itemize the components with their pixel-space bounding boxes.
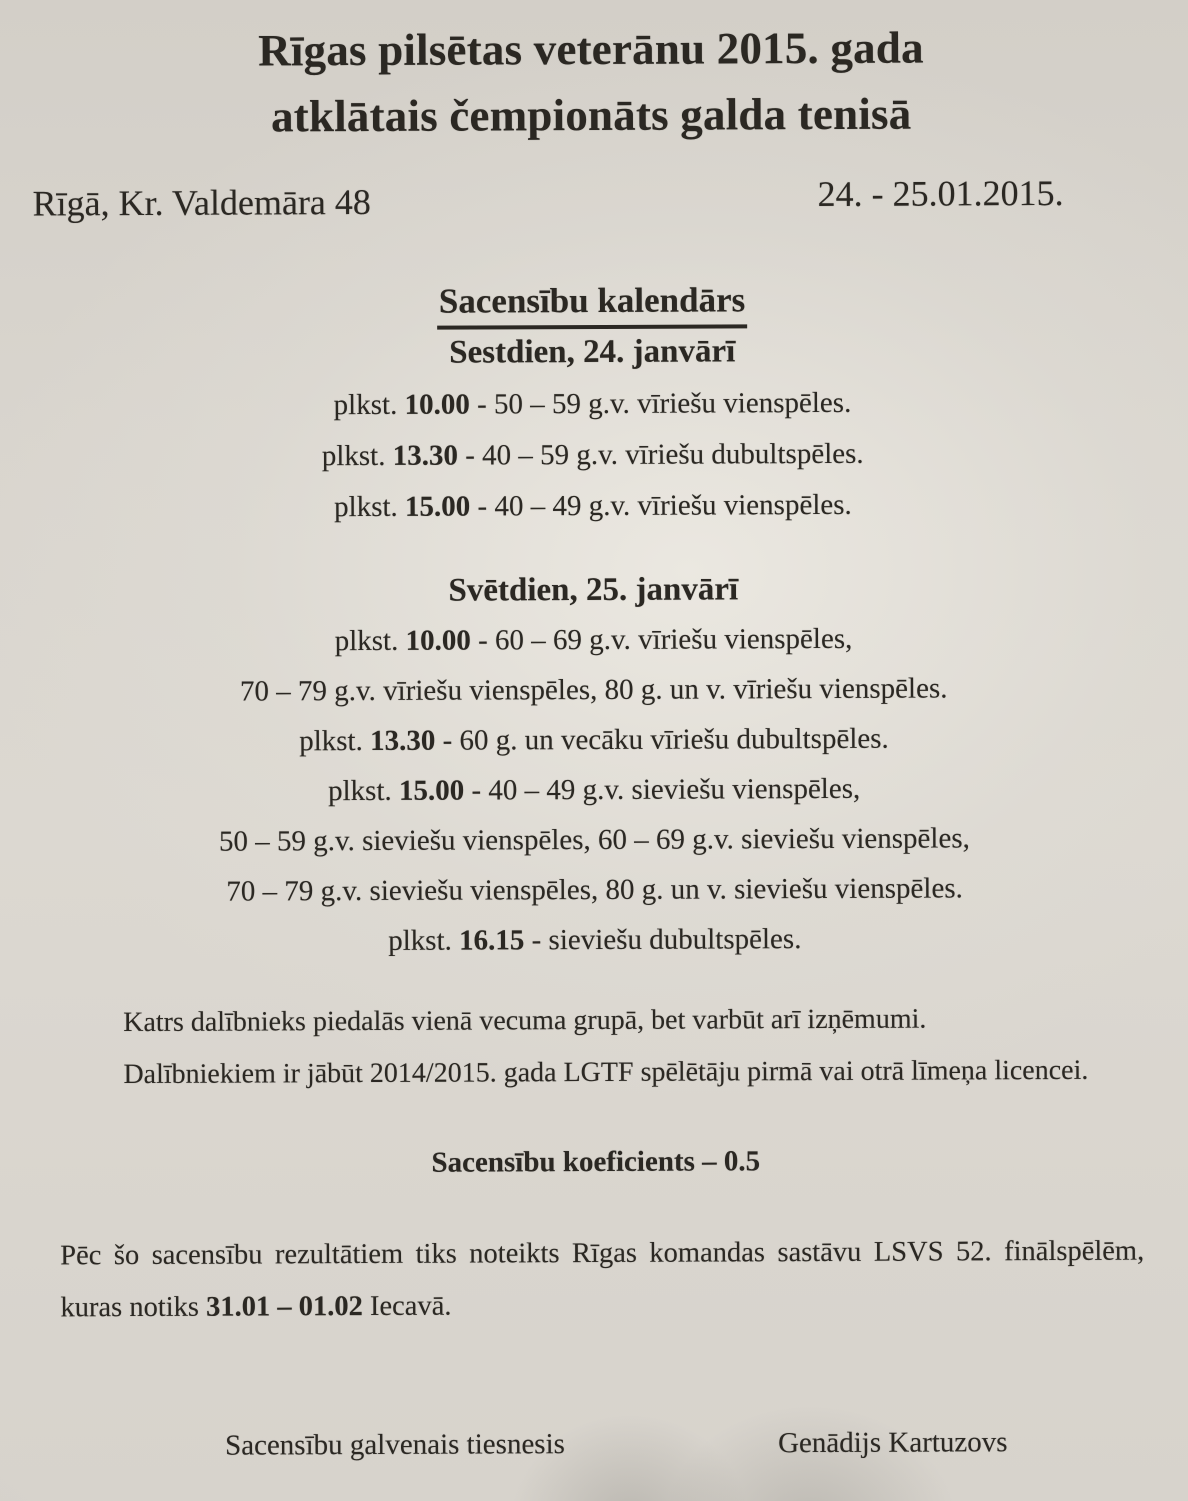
note-licence: Dalībniekiem ir jābūt 2014/2015. gada LGTF spēlētāju pirmā vai otrā līmeņa licencei. <box>123 1054 1089 1091</box>
note-age-group: Katrs dalībnieks piedalās vienā vecuma grupā, bet varbūt arī izņēmumi. <box>123 1003 927 1039</box>
schedule-line <box>0 765 1188 814</box>
schedule-line <box>1 915 1188 964</box>
chief-referee-name: Genādijs Kartuzovs <box>777 1426 1008 1460</box>
schedule-line <box>1 865 1188 914</box>
schedule-line-time: 16.15 <box>459 924 525 957</box>
closing-line2-dates: 31.01 – 01.02 <box>206 1291 363 1323</box>
coefficient-heading: Sacensību koeficients – 0.5 <box>431 1145 761 1179</box>
schedule-line-prefix: plkst. <box>334 490 406 524</box>
schedule-line <box>0 481 1187 530</box>
schedule-line <box>0 430 1187 479</box>
schedule-line-time: 10.00 <box>404 388 470 421</box>
schedule-line-time: 13.30 <box>369 724 436 757</box>
sunday-heading: Svētdien, 25. janvārī <box>448 571 739 609</box>
schedule-line-prefix: plkst. <box>299 724 371 758</box>
schedule-line <box>0 379 1187 428</box>
signature-row <box>3 1419 1188 1462</box>
schedule-line-rest: - sieviešu dubultspēles. <box>524 923 802 957</box>
schedule-line-rest: - 40 – 49 g.v. sieviešu vienspēles, <box>464 772 861 807</box>
schedule-line-rest: 50 – 59 g.v. sieviešu vienspēles, 60 – 69 g.v. sieviešu vienspēles, <box>218 822 970 858</box>
meta-row <box>0 172 1185 224</box>
schedule-line-prefix: plkst. <box>388 924 460 957</box>
schedule-line <box>0 715 1188 764</box>
schedule-line-prefix: plkst. <box>334 624 406 658</box>
schedule-line <box>0 665 1188 714</box>
document-title-line2: atklātais čempionāts galda tenisā <box>270 88 912 142</box>
saturday-heading: Sestdien, 24. janvārī <box>449 333 736 371</box>
schedule-line-rest: - 50 – 59 g.v. vīriešu vienspēles. <box>469 386 852 421</box>
schedule-line-time: 15.00 <box>398 774 465 807</box>
venue-address: Rīgā, Kr. Valdemāra 48 <box>32 181 371 224</box>
calendar-heading <box>0 275 1186 331</box>
closing-line2 <box>60 1278 1144 1335</box>
schedule-line-rest: - 60 – 69 g.v. vīriešu vienspēles, <box>470 622 853 657</box>
chief-referee-label: Sacensību galvenais tiesnesis <box>224 1428 565 1462</box>
schedule-line <box>0 615 1188 664</box>
closing-line1: Pēc šo sacensību rezultātiem tiks noteikts Rīgas komandas sastāvu LSVS 52. finālspēlēm, <box>60 1235 1145 1272</box>
schedule-line-prefix: plkst. <box>333 388 405 422</box>
schedule-line-rest: - 40 – 49 g.v. vīriešu vienspēles. <box>470 488 852 523</box>
document-title-line1: Rīgas pilsētas veterānu 2015. gada <box>258 22 924 76</box>
closing-paragraph <box>60 1226 1144 1335</box>
schedule-line <box>0 815 1188 864</box>
document-title <box>0 13 1185 150</box>
closing-line2-suffix: Iecavā. <box>362 1290 452 1323</box>
schedule-line-time: 13.30 <box>392 439 459 472</box>
schedule-line-rest: 70 – 79 g.v. sieviešu vienspēles, 80 g. un v. sieviešu vienspēles. <box>226 872 963 908</box>
schedule-line-rest: - 40 – 59 g.v. vīriešu dubultspēles. <box>457 437 864 472</box>
schedule-line-time: 15.00 <box>404 490 471 523</box>
closing-line2-prefix: kuras notiks <box>60 1291 207 1324</box>
schedule-line-rest: 70 – 79 g.v. vīriešu vienspēles, 80 g. un v. vīriešu vienspēles. <box>239 672 948 708</box>
calendar-heading-text: Sacensību kalendārs <box>437 277 748 329</box>
event-dates: 24. - 25.01.2015. <box>817 172 1064 215</box>
schedule-line-prefix: plkst. <box>321 439 393 473</box>
participation-notes <box>123 993 1139 1101</box>
schedule-line-time: 10.00 <box>405 624 471 657</box>
schedule-line-prefix: plkst. <box>328 774 400 808</box>
schedule-line-rest: - 60 g. un vecāku vīriešu dubultspēles. <box>435 722 889 757</box>
